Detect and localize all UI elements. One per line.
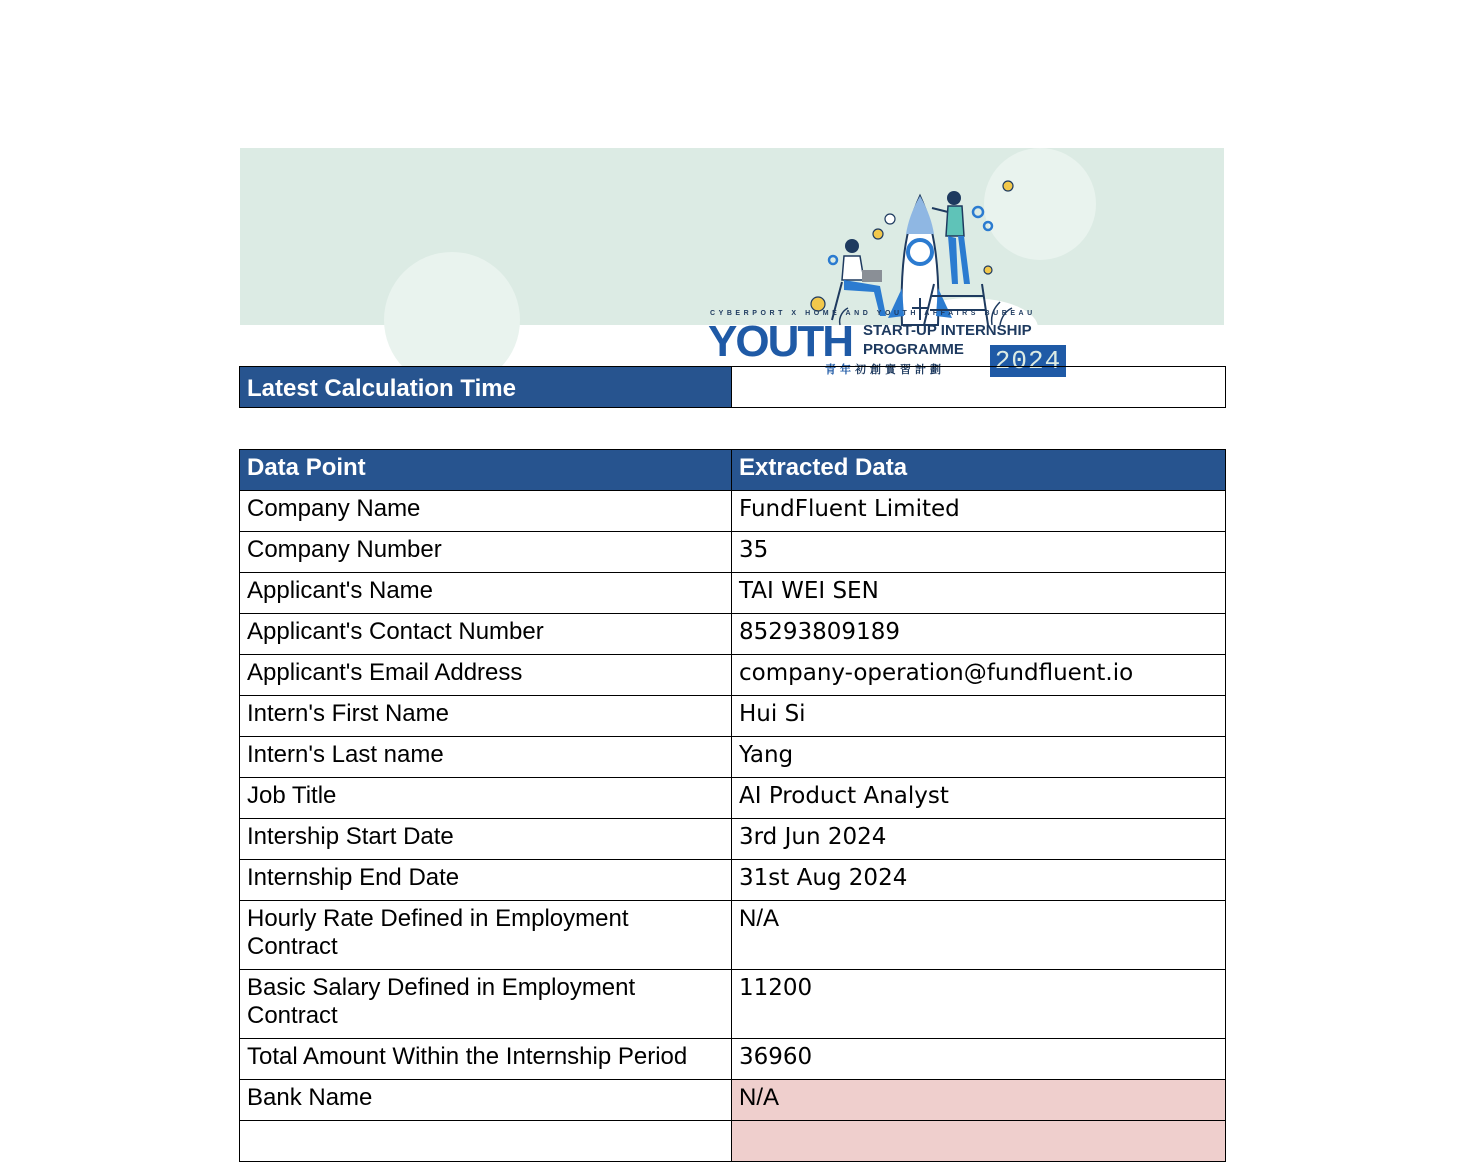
- table-row: [240, 573, 1226, 614]
- row-label-basic-salary: Basic Salary Defined in Employment Contract: [240, 970, 732, 1039]
- row-value-applicant-email[interactable]: company-operation@fundfluent.io: [732, 655, 1226, 696]
- table-row: [240, 532, 1226, 573]
- row-label-internship-start-date: Intership Start Date: [240, 819, 732, 860]
- row-label-internship-end-date: Internship End Date: [240, 860, 732, 901]
- table-row: [240, 614, 1226, 655]
- row-label-applicant-email: Applicant's Email Address: [240, 655, 732, 696]
- row-label-company-name: Company Name: [240, 491, 732, 532]
- row-label-intern-last-name: Intern's Last name: [240, 737, 732, 778]
- row-value-bank-name[interactable]: N/A: [732, 1080, 1226, 1121]
- banner-logo-line2: PROGRAMME: [863, 341, 964, 358]
- extracted-data-table: [239, 449, 1226, 1162]
- row-value-next[interactable]: [732, 1121, 1226, 1162]
- calculation-time-row: [240, 367, 1226, 408]
- banner-supertitle: CYBERPORT X HOME AND YOUTH AFFAIRS BUREAU: [710, 310, 1036, 317]
- column-header-extracted-data: Extracted Data: [732, 450, 1226, 491]
- row-value-company-name[interactable]: FundFluent Limited: [732, 491, 1226, 532]
- table-row: [240, 970, 1226, 1039]
- banner-logo-chinese-b: 初創實習計劃: [855, 363, 945, 376]
- row-value-internship-end-date[interactable]: 31st Aug 2024: [732, 860, 1226, 901]
- rocket-icon: [888, 196, 952, 325]
- programme-banner: [240, 148, 1224, 376]
- row-label-applicant-contact-number: Applicant's Contact Number: [240, 614, 732, 655]
- row-value-company-number[interactable]: 35: [732, 532, 1226, 573]
- banner-logo-line1: START-UP INTERNSHIP: [863, 322, 1032, 339]
- row-value-applicant-contact-number[interactable]: 85293809189: [732, 614, 1226, 655]
- row-label-hourly-rate: Hourly Rate Defined in Employment Contract: [240, 901, 732, 970]
- row-value-job-title[interactable]: AI Product Analyst: [732, 778, 1226, 819]
- table-row: [240, 1080, 1226, 1121]
- table-row: [240, 696, 1226, 737]
- table-row: [240, 901, 1226, 970]
- table-row: [240, 1121, 1226, 1162]
- table-row: [240, 778, 1226, 819]
- banner-illustration: [240, 148, 1224, 325]
- row-label-applicant-name: Applicant's Name: [240, 573, 732, 614]
- row-label-company-number: Company Number: [240, 532, 732, 573]
- calculation-time-label: Latest Calculation Time: [240, 367, 732, 408]
- row-value-intern-first-name[interactable]: Hui Si: [732, 696, 1226, 737]
- table-row: [240, 737, 1226, 778]
- row-label-job-title: Job Title: [240, 778, 732, 819]
- row-value-hourly-rate[interactable]: N/A: [732, 901, 1226, 970]
- table-row: [240, 819, 1226, 860]
- row-value-applicant-name[interactable]: TAI WEI SEN: [732, 573, 1226, 614]
- table-header-row: [240, 450, 1226, 491]
- calculation-time-table: [239, 366, 1226, 408]
- banner-logo-word: YOUTH: [708, 317, 852, 366]
- row-value-basic-salary[interactable]: 11200: [732, 970, 1226, 1039]
- row-label-intern-first-name: Intern's First Name: [240, 696, 732, 737]
- table-row: [240, 860, 1226, 901]
- row-value-internship-start-date[interactable]: 3rd Jun 2024: [732, 819, 1226, 860]
- coin-icon: [885, 214, 895, 224]
- row-label-next: [240, 1121, 732, 1162]
- banner-logo-chinese-a: 青年: [825, 363, 855, 376]
- man-with-laptop-icon: [832, 239, 886, 320]
- banner-logo-year: 2024: [990, 345, 1066, 377]
- row-value-total-amount[interactable]: 36960: [732, 1039, 1226, 1080]
- row-label-bank-name: Bank Name: [240, 1080, 732, 1121]
- table-row: [240, 1039, 1226, 1080]
- table-row: [240, 491, 1226, 532]
- calculation-time-value[interactable]: [732, 367, 1226, 408]
- column-header-data-point: Data Point: [240, 450, 732, 491]
- table-row: [240, 655, 1226, 696]
- row-value-intern-last-name[interactable]: Yang: [732, 737, 1226, 778]
- row-label-total-amount: Total Amount Within the Internship Period: [240, 1039, 732, 1080]
